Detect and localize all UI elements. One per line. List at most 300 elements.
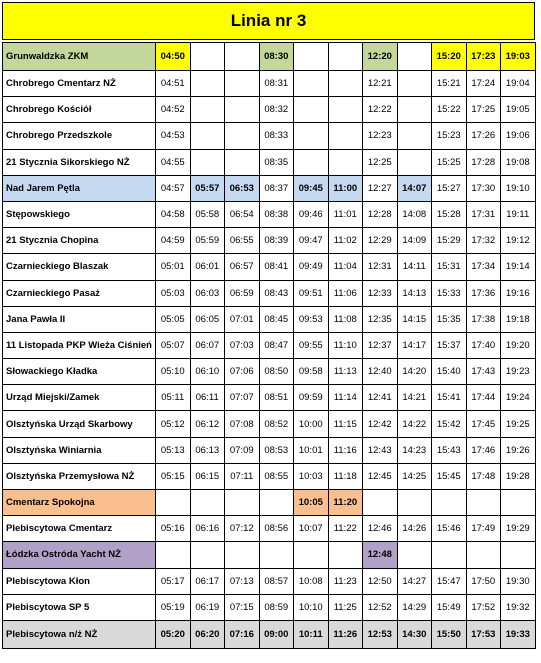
departure-time: 17:49 [466,516,501,542]
departure-time: 15:22 [432,97,467,123]
departure-time: 04:55 [156,149,191,175]
departure-time: 14:20 [397,359,432,385]
departure-time: 04:59 [156,228,191,254]
table-row [3,490,536,516]
stop-name: Plebiscytowa n/ż NŻ [3,620,156,648]
departure-time [294,123,329,149]
departure-time: 17:26 [466,123,501,149]
departure-time: 04:58 [156,201,191,227]
table-row [3,332,536,358]
departure-time: 19:16 [501,280,536,306]
departure-time: 10:01 [294,437,329,463]
departure-time: 17:28 [466,149,501,175]
departure-time [294,71,329,97]
departure-time: 08:32 [259,97,294,123]
departure-time: 11:23 [328,568,363,594]
departure-time: 11:18 [328,463,363,489]
departure-time: 08:31 [259,71,294,97]
departure-time [432,490,467,516]
table-row [3,71,536,97]
stop-name: Plebiscytowa SP 5 [3,594,156,620]
departure-time [225,43,260,71]
departure-time: 12:53 [363,620,398,648]
departure-time [328,149,363,175]
departure-time: 12:27 [363,175,398,201]
departure-time: 15:29 [432,228,467,254]
departure-time [190,490,225,516]
timetable-body [3,43,536,649]
departure-time [190,71,225,97]
table-row [3,97,536,123]
departure-time: 07:06 [225,359,260,385]
departure-time: 19:20 [501,332,536,358]
stop-name: Plebiscytowa Kłon [3,568,156,594]
departure-time: 14:17 [397,332,432,358]
departure-time [328,71,363,97]
departure-time: 14:22 [397,411,432,437]
departure-time: 14:15 [397,306,432,332]
stop-name: Jana Pawła II [3,306,156,332]
departure-time: 19:28 [501,463,536,489]
departure-time: 10:03 [294,463,329,489]
departure-time: 15:45 [432,463,467,489]
departure-time: 11:16 [328,437,363,463]
departure-time: 17:36 [466,280,501,306]
departure-time: 07:11 [225,463,260,489]
departure-time: 08:33 [259,123,294,149]
departure-time: 19:12 [501,228,536,254]
departure-time: 05:16 [156,516,191,542]
departure-time: 08:38 [259,201,294,227]
table-row [3,359,536,385]
departure-time: 14:13 [397,280,432,306]
departure-time: 15:37 [432,332,467,358]
departure-time: 04:53 [156,123,191,149]
table-row [3,594,536,620]
departure-time: 19:32 [501,594,536,620]
departure-time: 12:21 [363,71,398,97]
departure-time: 14:23 [397,437,432,463]
departure-time: 12:43 [363,437,398,463]
departure-time: 17:40 [466,332,501,358]
departure-time: 19:25 [501,411,536,437]
departure-time: 08:41 [259,254,294,280]
departure-time: 15:42 [432,411,467,437]
departure-time: 12:50 [363,568,398,594]
departure-time: 10:00 [294,411,329,437]
departure-time: 14:07 [397,175,432,201]
departure-time: 12:37 [363,332,398,358]
departure-time: 06:55 [225,228,260,254]
departure-time: 08:59 [259,594,294,620]
stop-name: Chrobrego Kościół [3,97,156,123]
departure-time: 12:45 [363,463,398,489]
departure-time: 06:12 [190,411,225,437]
departure-time: 15:41 [432,385,467,411]
departure-time: 19:18 [501,306,536,332]
departure-time: 11:10 [328,332,363,358]
departure-time [225,149,260,175]
departure-time: 05:10 [156,359,191,385]
stop-name: Grunwaldzka ZKM [3,43,156,71]
departure-time: 09:53 [294,306,329,332]
departure-time: 11:01 [328,201,363,227]
line-title: Linia nr 3 [2,2,535,40]
departure-time: 11:04 [328,254,363,280]
departure-time [294,43,329,71]
stop-name: 11 Listopada PKP Wieża Ciśnień [3,332,156,358]
departure-time: 06:59 [225,280,260,306]
departure-time: 12:22 [363,97,398,123]
stop-name: Czarnieckiego Blaszak [3,254,156,280]
table-row [3,280,536,306]
departure-time: 17:44 [466,385,501,411]
departure-time: 09:47 [294,228,329,254]
departure-time [363,490,398,516]
departure-time: 11:22 [328,516,363,542]
departure-time: 05:58 [190,201,225,227]
stop-name: Olsztyńska Winiarnia [3,437,156,463]
departure-time: 06:01 [190,254,225,280]
stop-name: Olsztyńska Urząd Skarbowy [3,411,156,437]
table-row [3,542,536,568]
departure-time: 07:08 [225,411,260,437]
departure-time: 19:14 [501,254,536,280]
departure-time: 15:20 [432,43,467,71]
table-row [3,437,536,463]
departure-time: 15:21 [432,71,467,97]
departure-time: 17:25 [466,97,501,123]
table-row [3,175,536,201]
departure-time: 09:49 [294,254,329,280]
departure-time: 14:25 [397,463,432,489]
departure-time: 06:57 [225,254,260,280]
departure-time: 10:07 [294,516,329,542]
departure-time: 17:45 [466,411,501,437]
departure-time: 08:50 [259,359,294,385]
departure-time [501,490,536,516]
departure-time: 14:21 [397,385,432,411]
table-row [3,149,536,175]
departure-time: 07:16 [225,620,260,648]
departure-time [294,149,329,175]
departure-time: 04:57 [156,175,191,201]
stop-name: Czarnieckiego Pasaż [3,280,156,306]
departure-time: 19:03 [501,43,536,71]
departure-time: 09:51 [294,280,329,306]
departure-time: 15:31 [432,254,467,280]
departure-time: 12:29 [363,228,398,254]
departure-time: 08:43 [259,280,294,306]
stop-name: Stępowskiego [3,201,156,227]
departure-time: 06:54 [225,201,260,227]
departure-time: 08:52 [259,411,294,437]
departure-time: 14:08 [397,201,432,227]
table-row [3,385,536,411]
departure-time: 11:20 [328,490,363,516]
departure-time: 05:15 [156,463,191,489]
departure-time: 06:07 [190,332,225,358]
departure-time: 15:49 [432,594,467,620]
table-row [3,568,536,594]
departure-time: 08:57 [259,568,294,594]
departure-time: 17:30 [466,175,501,201]
stop-name: Urząd Miejski/Zamek [3,385,156,411]
departure-time: 19:08 [501,149,536,175]
departure-time: 05:05 [156,306,191,332]
departure-time: 12:52 [363,594,398,620]
departure-time: 12:23 [363,123,398,149]
departure-time: 08:56 [259,516,294,542]
departure-time: 05:13 [156,437,191,463]
departure-time: 08:30 [259,43,294,71]
departure-time: 19:10 [501,175,536,201]
departure-time: 04:51 [156,71,191,97]
departure-time: 07:13 [225,568,260,594]
departure-time [397,97,432,123]
departure-time: 14:09 [397,228,432,254]
departure-time: 04:50 [156,43,191,71]
stop-name: Chrobrego Przedszkole [3,123,156,149]
departure-time: 09:00 [259,620,294,648]
departure-time [397,43,432,71]
departure-time: 15:40 [432,359,467,385]
departure-time: 05:01 [156,254,191,280]
departure-time: 11:25 [328,594,363,620]
departure-time: 07:12 [225,516,260,542]
departure-time [259,542,294,568]
departure-time: 19:29 [501,516,536,542]
departure-time: 06:15 [190,463,225,489]
departure-time: 10:10 [294,594,329,620]
departure-time: 09:59 [294,385,329,411]
departure-time: 14:27 [397,568,432,594]
departure-time: 08:39 [259,228,294,254]
departure-time: 09:46 [294,201,329,227]
departure-time: 15:25 [432,149,467,175]
departure-time: 12:31 [363,254,398,280]
departure-time: 06:16 [190,516,225,542]
departure-time: 17:48 [466,463,501,489]
departure-time [397,123,432,149]
table-row [3,201,536,227]
departure-time: 19:24 [501,385,536,411]
departure-time: 19:05 [501,97,536,123]
departure-time [466,490,501,516]
departure-time [432,542,467,568]
departure-time: 17:38 [466,306,501,332]
stop-name: 21 Stycznia Sikorskiego NŻ [3,149,156,175]
departure-time: 05:20 [156,620,191,648]
departure-time [466,542,501,568]
departure-time: 17:53 [466,620,501,648]
table-row [3,43,536,71]
departure-time: 19:33 [501,620,536,648]
table-row [3,123,536,149]
departure-time: 17:23 [466,43,501,71]
departure-time: 11:08 [328,306,363,332]
departure-time: 17:24 [466,71,501,97]
departure-time: 19:26 [501,437,536,463]
table-row [3,411,536,437]
departure-time: 14:30 [397,620,432,648]
table-row [3,254,536,280]
departure-time: 10:11 [294,620,329,648]
departure-time [190,43,225,71]
departure-time: 11:06 [328,280,363,306]
departure-time: 15:43 [432,437,467,463]
departure-time: 17:52 [466,594,501,620]
departure-time: 08:37 [259,175,294,201]
departure-time: 04:52 [156,97,191,123]
departure-time: 08:35 [259,149,294,175]
departure-time: 11:14 [328,385,363,411]
departure-time: 08:47 [259,332,294,358]
departure-time: 15:23 [432,123,467,149]
table-row [3,463,536,489]
departure-time: 05:57 [190,175,225,201]
departure-time [156,542,191,568]
departure-time [190,97,225,123]
departure-time: 07:09 [225,437,260,463]
departure-time: 06:53 [225,175,260,201]
departure-time [397,542,432,568]
departure-time [501,542,536,568]
departure-time: 05:11 [156,385,191,411]
departure-time [225,97,260,123]
stop-name: Olsztyńska Przemysłowa NŻ [3,463,156,489]
departure-time: 11:02 [328,228,363,254]
departure-time: 07:15 [225,594,260,620]
departure-time [294,542,329,568]
departure-time: 12:41 [363,385,398,411]
departure-time [328,43,363,71]
stop-name: Łódzka Ostróda Yacht NŻ [3,542,156,568]
timetable-table [2,42,536,649]
departure-time [225,71,260,97]
departure-time [328,123,363,149]
departure-time: 19:04 [501,71,536,97]
departure-time [190,542,225,568]
departure-time: 12:40 [363,359,398,385]
departure-time [225,542,260,568]
departure-time: 15:27 [432,175,467,201]
departure-time [397,490,432,516]
departure-time [225,490,260,516]
departure-time: 11:15 [328,411,363,437]
departure-time: 08:55 [259,463,294,489]
departure-time: 15:50 [432,620,467,648]
departure-time: 14:29 [397,594,432,620]
departure-time: 06:20 [190,620,225,648]
departure-time [156,490,191,516]
departure-time: 08:45 [259,306,294,332]
departure-time: 17:43 [466,359,501,385]
departure-time: 12:33 [363,280,398,306]
departure-time: 19:06 [501,123,536,149]
departure-time: 15:28 [432,201,467,227]
departure-time: 17:31 [466,201,501,227]
departure-time: 15:47 [432,568,467,594]
stop-name: Chrobrego Cmentarz NŻ [3,71,156,97]
departure-time: 14:11 [397,254,432,280]
departure-time: 12:46 [363,516,398,542]
departure-time [190,149,225,175]
departure-time: 07:03 [225,332,260,358]
departure-time: 06:03 [190,280,225,306]
departure-time: 19:30 [501,568,536,594]
departure-time: 05:59 [190,228,225,254]
table-row [3,516,536,542]
departure-time: 11:00 [328,175,363,201]
table-row [3,228,536,254]
table-row [3,620,536,648]
departure-time: 06:05 [190,306,225,332]
departure-time: 12:25 [363,149,398,175]
departure-time: 12:42 [363,411,398,437]
departure-time: 05:03 [156,280,191,306]
departure-time: 19:11 [501,201,536,227]
departure-time: 09:55 [294,332,329,358]
departure-time: 15:35 [432,306,467,332]
departure-time: 11:13 [328,359,363,385]
table-row [3,306,536,332]
stop-name: 21 Stycznia Chopina [3,228,156,254]
departure-time: 06:17 [190,568,225,594]
stop-name: Plebiscytowa Cmentarz [3,516,156,542]
departure-time: 06:19 [190,594,225,620]
departure-time: 12:35 [363,306,398,332]
departure-time: 17:32 [466,228,501,254]
stop-name: Cmentarz Spokojna [3,490,156,516]
departure-time: 05:17 [156,568,191,594]
departure-time [225,123,260,149]
departure-time: 06:13 [190,437,225,463]
stop-name: Słowackiego Kładka [3,359,156,385]
departure-time: 19:23 [501,359,536,385]
departure-time: 08:53 [259,437,294,463]
departure-time [294,97,329,123]
departure-time: 07:01 [225,306,260,332]
departure-time: 15:46 [432,516,467,542]
departure-time: 17:46 [466,437,501,463]
departure-time: 14:26 [397,516,432,542]
departure-time [397,71,432,97]
departure-time: 17:50 [466,568,501,594]
departure-time: 12:48 [363,542,398,568]
departure-time: 12:20 [363,43,398,71]
departure-time: 12:28 [363,201,398,227]
departure-time [328,542,363,568]
departure-time [397,149,432,175]
departure-time [190,123,225,149]
departure-time: 15:33 [432,280,467,306]
departure-time: 05:19 [156,594,191,620]
departure-time: 05:07 [156,332,191,358]
departure-time: 17:34 [466,254,501,280]
departure-time: 11:26 [328,620,363,648]
stop-name: Nad Jarem Pętla [3,175,156,201]
departure-time: 09:58 [294,359,329,385]
departure-time: 05:12 [156,411,191,437]
departure-time: 10:08 [294,568,329,594]
departure-time: 09:45 [294,175,329,201]
departure-time: 06:11 [190,385,225,411]
departure-time [328,97,363,123]
departure-time: 08:51 [259,385,294,411]
departure-time [259,490,294,516]
departure-time: 10:05 [294,490,329,516]
